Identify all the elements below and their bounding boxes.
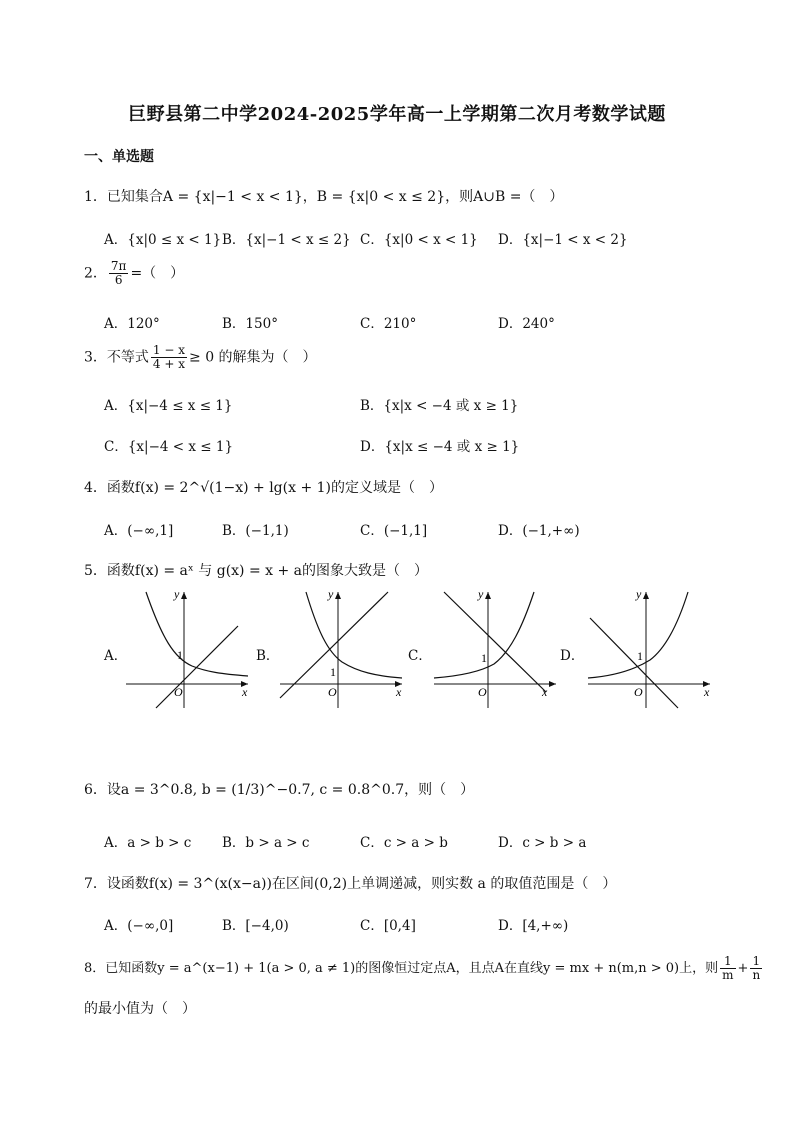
svg-text:1: 1 — [637, 649, 643, 663]
fraction-1-over-n: $\frac{1}{n}$ — [752, 954, 761, 982]
q2-option-a[interactable]: A．120° — [104, 316, 160, 332]
svg-text:O: O — [634, 685, 643, 699]
question-3: 3．不等式 $\frac{1 - x}{4 + x}$ ≥ 0 的解集为（ ） — [84, 343, 317, 371]
q4-option-c[interactable]: C．(−1,1] — [360, 523, 428, 539]
svg-text:x: x — [542, 685, 548, 699]
question-stem: 函数f(x) = 2^√(1−x) + lg(x + 1)的定义域是（ ） — [106, 480, 443, 496]
svg-text:1: 1 — [330, 665, 336, 679]
question-8-tail: 的最小值为（ ） — [84, 1001, 196, 1017]
svg-text:y: y — [174, 588, 180, 601]
question-number: 6． — [84, 782, 107, 798]
question-stem: 函数f(x) = aˣ 与 g(x) = x + a的图象大致是（ ） — [106, 563, 429, 579]
fraction-1-over-m: $\frac{1}{m}$ — [722, 954, 734, 982]
question-stem: 已知集合A = {x|−1 < x < 1}，B = {x|0 < x ≤ 2}，则A∪B =（ ） — [106, 189, 564, 205]
svg-text:O: O — [174, 685, 183, 699]
q7-option-b[interactable]: B．[−4,0) — [222, 918, 289, 934]
q7-option-a[interactable]: A．(−∞,0] — [104, 918, 174, 934]
svg-text:1: 1 — [481, 651, 487, 665]
svg-text:y: y — [636, 588, 642, 601]
q4-option-b[interactable]: B．(−1,1) — [222, 523, 289, 539]
q6-option-d[interactable]: D．c > b > a — [498, 835, 587, 851]
question-number: 3． — [84, 349, 107, 366]
fraction: $\frac{7\pi}{6}$ — [110, 259, 127, 287]
question-6 — [84, 779, 474, 799]
svg-text:1: 1 — [177, 648, 183, 662]
svg-text:y: y — [478, 588, 484, 601]
question-number: 1． — [84, 189, 107, 205]
question-number: 5． — [84, 563, 107, 579]
q2-option-c[interactable]: C．210° — [360, 316, 417, 332]
q2-option-b[interactable]: B．150° — [222, 316, 278, 332]
q5-option-c[interactable]: C． — [408, 648, 432, 664]
q2-option-d[interactable]: D．240° — [498, 316, 555, 332]
q3-option-d[interactable]: D．{x|x ≤ −4 或 x ≥ 1} — [360, 439, 520, 455]
question-1 — [84, 186, 563, 206]
q6-option-c[interactable]: C．c > a > b — [360, 835, 448, 851]
question-stem: 已知函数y = a^(x−1) + 1(a > 0, a ≠ 1)的图像恒过定点A，且点A在直线y = mx + n(m,n > 0)上，则 — [105, 961, 719, 976]
q1-option-d[interactable]: D．{x|−1 < x < 2} — [498, 232, 628, 248]
question-5 — [84, 560, 428, 580]
q1-option-c[interactable]: C．{x|0 < x < 1} — [360, 232, 478, 248]
q3-option-c[interactable]: C．{x|−4 < x ≤ 1} — [104, 439, 234, 455]
q6-option-a[interactable]: A．a > b > c — [104, 835, 192, 851]
question-stem-tail: ≥ 0 的解集为（ ） — [189, 349, 317, 366]
q5-option-b[interactable]: B． — [256, 648, 280, 664]
q7-option-d[interactable]: D．[4,+∞) — [498, 918, 569, 934]
page-title: 巨野县第二中学2024-2025学年高一上学期第二次月考数学试题 — [128, 104, 666, 125]
svg-text:O: O — [328, 685, 337, 699]
q3-option-a[interactable]: A．{x|−4 ≤ x ≤ 1} — [104, 398, 233, 414]
svg-text:y: y — [328, 588, 334, 601]
q3-option-b[interactable]: B．{x|x < −4 或 x ≥ 1} — [360, 398, 519, 414]
svg-text:x: x — [242, 685, 248, 699]
question-stem: 设函数f(x) = 3^(x(x−a))在区间(0,2)上单调递减，则实数 a 的取值范围是（ ） — [106, 876, 617, 892]
fraction: $\frac{1 - x}{4 + x}$ — [152, 343, 186, 371]
svg-text:x: x — [396, 685, 402, 699]
section-heading: 一、单选题 — [84, 149, 154, 165]
q5-option-a[interactable]: A． — [104, 648, 128, 664]
q4-option-a[interactable]: A．(−∞,1] — [104, 523, 174, 539]
q6-option-b[interactable]: B．b > a > c — [222, 835, 310, 851]
q4-option-d[interactable]: D．(−1,+∞) — [498, 523, 580, 539]
graph-c[interactable] — [430, 588, 560, 710]
graph-d[interactable] — [584, 588, 714, 710]
question-4 — [84, 477, 443, 497]
question-7 — [84, 873, 616, 893]
question-number: 7． — [84, 876, 107, 892]
question-stem: 设a = 3^0.8, b = (1/3)^−0.7, c = 0.8^0.7，则（ ） — [106, 782, 475, 798]
question-2 — [84, 260, 184, 287]
svg-text:O: O — [478, 685, 487, 699]
q1-option-b[interactable]: B．{x|−1 < x ≤ 2} — [222, 232, 351, 248]
question-stem-tail: =（ ） — [130, 265, 185, 282]
q7-option-c[interactable]: C．[0,4] — [360, 918, 416, 934]
q5-option-d[interactable]: D． — [560, 648, 585, 664]
graph-a[interactable] — [122, 588, 252, 710]
question-number: 2． — [84, 265, 107, 282]
question-8: 8．已知函数y = a^(x−1) + 1(a > 0, a ≠ 1)的图像恒过定点A，且点A在直线y = mx + n(m,n > 0)上，则 $\frac{1}{m}$ + $\frac{1}{n}$ — [84, 954, 761, 982]
graph-b[interactable] — [276, 588, 406, 710]
svg-text:x: x — [704, 685, 710, 699]
q1-option-a[interactable]: A．{x|0 ≤ x < 1} — [104, 232, 222, 248]
question-number: 4． — [84, 480, 107, 496]
question-number: 8． — [84, 961, 106, 976]
